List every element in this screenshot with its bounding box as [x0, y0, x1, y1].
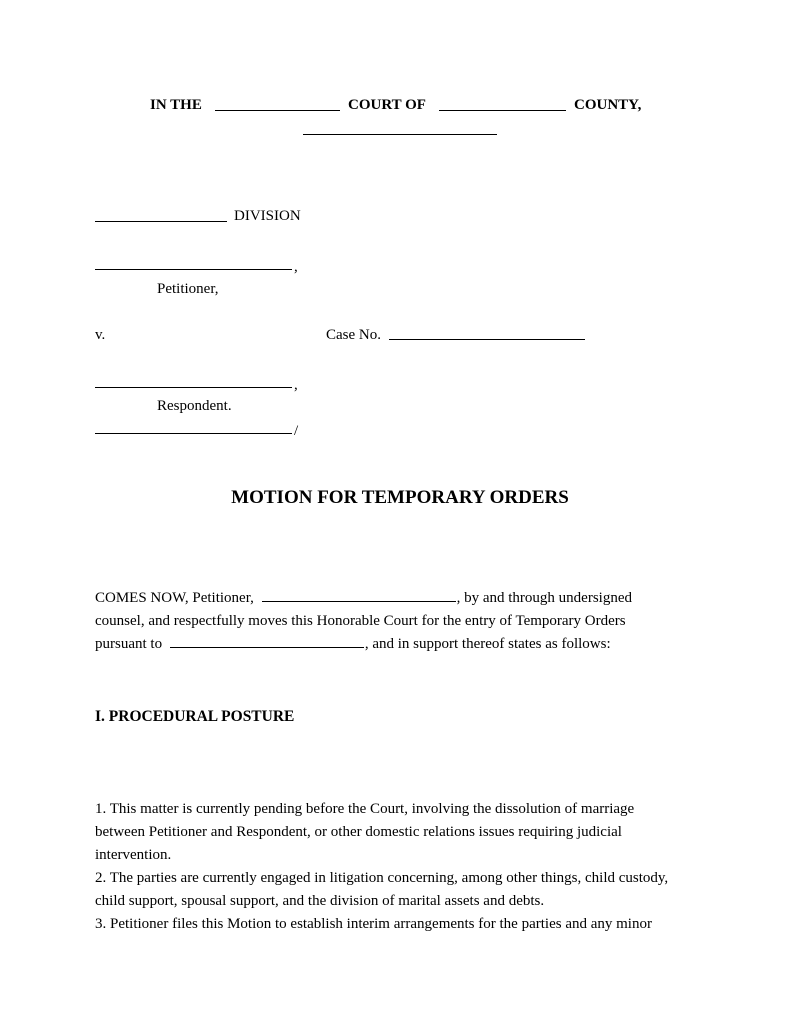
respondent-comma: ,: [294, 377, 298, 393]
document-title: MOTION FOR TEMPORARY ORDERS: [231, 487, 569, 508]
intro-pursuant-to: pursuant to: [95, 636, 163, 652]
intro-line-2: counsel, and respectfully moves this Honorable Court for the entry of Temporary Orders: [95, 613, 626, 629]
intro-comes-now: COMES NOW, Petitioner,: [95, 590, 254, 606]
caption-court-of: COURT OF: [348, 97, 426, 113]
section-line: 2. The parties are currently engaged in litigation concerning, among other things, child custody,: [95, 870, 669, 886]
court-name-blank[interactable]: [215, 110, 340, 111]
section-line: intervention.: [95, 847, 172, 863]
division-label: DIVISION: [234, 208, 301, 224]
intro-by-and-through: , by and through undersigned: [456, 590, 632, 606]
section-line: 3. Petitioner files this Motion to establish interim arrangements for the parties and any minor: [95, 916, 652, 932]
section-line: child support, spousal support, and the division of marital assets and debts.: [95, 893, 545, 909]
respondent-name-blank[interactable]: [95, 387, 292, 388]
respondent-label: Respondent.: [157, 398, 232, 414]
intro-line-1: [95, 587, 632, 610]
caption-closing-slash: /: [294, 423, 299, 439]
caption-closing-blank[interactable]: [95, 433, 292, 434]
petitioner-comma: ,: [294, 259, 298, 275]
versus-label: v.: [95, 327, 106, 343]
case-number-blank[interactable]: [389, 339, 585, 340]
case-no-label: Case No.: [326, 327, 381, 343]
intro-line-3: [95, 633, 611, 656]
petitioner-name-inline-blank[interactable]: [262, 600, 456, 602]
caption-county: COUNTY,: [574, 97, 642, 113]
caption-in-the: IN THE: [150, 97, 202, 113]
section-line: 1. This matter is currently pending before the Court, involving the dissolution of marriage: [95, 801, 635, 817]
statute-blank[interactable]: [170, 646, 364, 648]
petitioner-label: Petitioner,: [157, 281, 219, 297]
caption-second-line-blank[interactable]: [303, 134, 497, 135]
intro-in-support: , and in support thereof states as follows:: [364, 636, 611, 652]
county-name-blank[interactable]: [439, 110, 566, 111]
petitioner-name-blank[interactable]: [95, 269, 292, 270]
section-heading: I. PROCEDURAL POSTURE: [95, 708, 295, 725]
section-line: between Petitioner and Respondent, or other domestic relations issues requiring judicial: [95, 824, 622, 840]
division-blank[interactable]: [95, 221, 227, 222]
